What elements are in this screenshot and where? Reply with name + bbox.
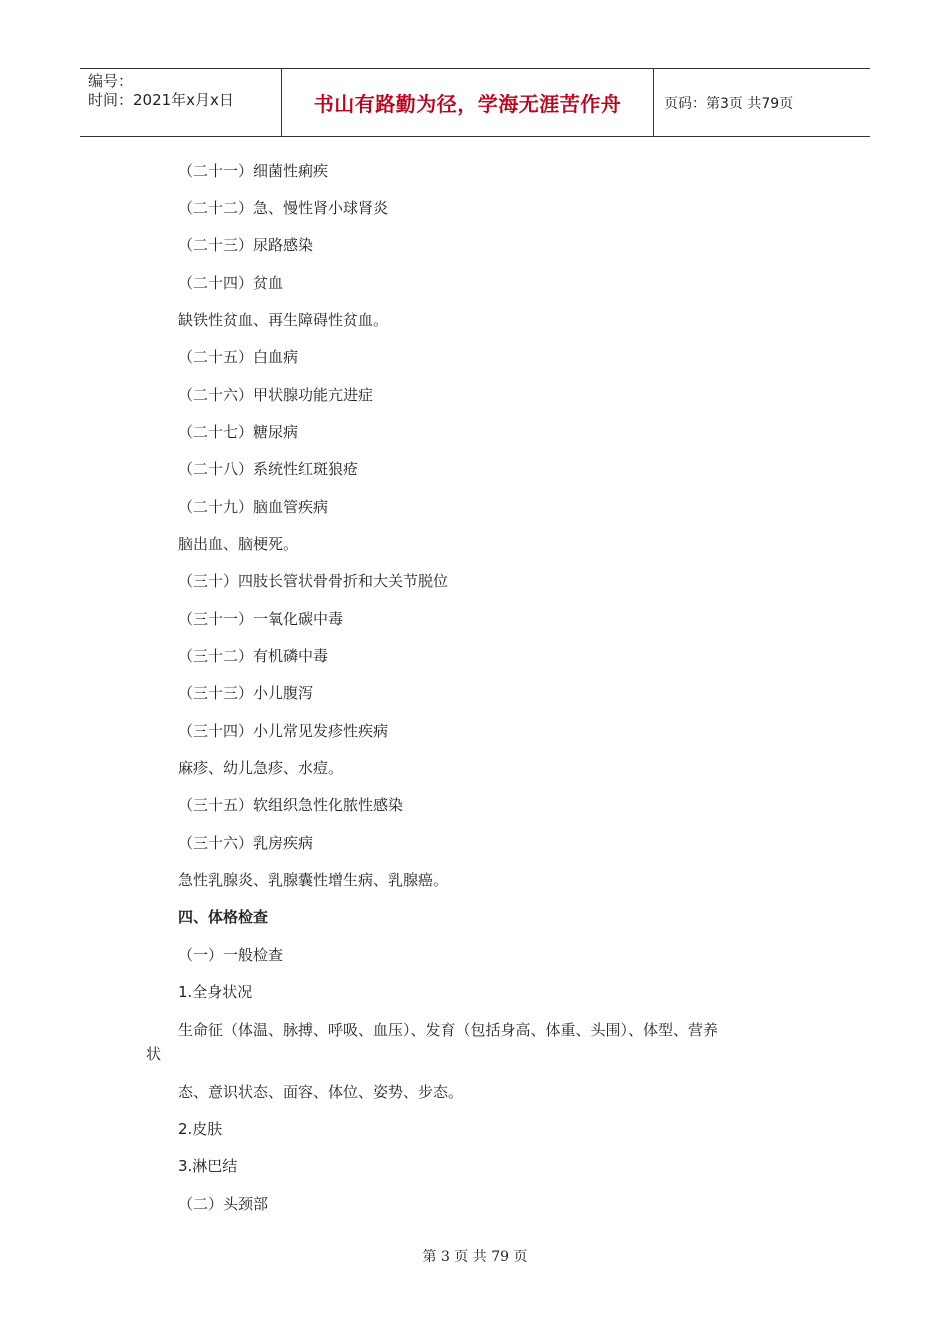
list-item-detail: 缺铁性贫血、再生障碍性贫血。 [178,311,389,329]
paragraph-line: 生命征（体温、脉搏、呼吸、血压）、发育（包括身高、体重、头围）、体型、营养 [178,1021,719,1039]
list-item: （二十一）细菌性痢疾 [178,162,329,180]
list-item-detail: 麻疹、幼儿急疹、水痘。 [178,759,344,777]
document-date: 时间：2021年x月x日 [88,91,234,109]
list-item: （三十）四肢长管状骨骨折和大关节脱位 [178,572,449,590]
subsection-heading: （一）一般检查 [178,946,284,964]
list-item-detail: 脑出血、脑梗死。 [178,535,299,553]
list-item: （三十一）一氧化碳中毒 [178,610,344,628]
list-item: （三十三）小儿腹泻 [178,684,314,702]
document-number-label: 编号： [88,72,134,90]
list-item: （三十二）有机磷中毒 [178,647,329,665]
list-item: （三十五）软组织急性化脓性感染 [178,796,404,814]
list-item: （二十二）急、慢性肾小球肾炎 [178,199,389,217]
paragraph-line: 态、意识状态、面容、体位、姿势、步态。 [178,1083,464,1101]
header-motto: 书山有路勤为径，学海无涯苦作舟 [281,69,654,136]
list-item: （二十八）系统性红斑狼疮 [178,460,359,478]
list-item: （二十九）脑血管疾病 [178,498,329,516]
list-item: （二十三）尿路感染 [178,236,314,254]
list-item: 1.全身状况 [178,983,253,1001]
list-item: （二十六）甲状腺功能亢进症 [178,386,374,404]
list-item-detail: 急性乳腺炎、乳腺囊性增生病、乳腺癌。 [178,871,449,889]
page-footer: 第 3 页 共 79 页 [422,1249,528,1265]
section-heading: 四、体格检查 [178,908,269,926]
paragraph-line: 状 [146,1045,162,1063]
list-item: （二十四）贫血 [178,274,284,292]
list-item: 2.皮肤 [178,1120,223,1138]
list-item: 3.淋巴结 [178,1157,238,1175]
list-item: （三十四）小儿常见发疹性疾病 [178,722,389,740]
list-item: （二十七）糖尿病 [178,423,299,441]
list-item: （三十六）乳房疾病 [178,834,314,852]
subsection-heading: （二）头颈部 [178,1195,269,1213]
header-page-indicator: 页码：第3页 共79页 [664,95,794,112]
list-item: （二十五）白血病 [178,348,299,366]
